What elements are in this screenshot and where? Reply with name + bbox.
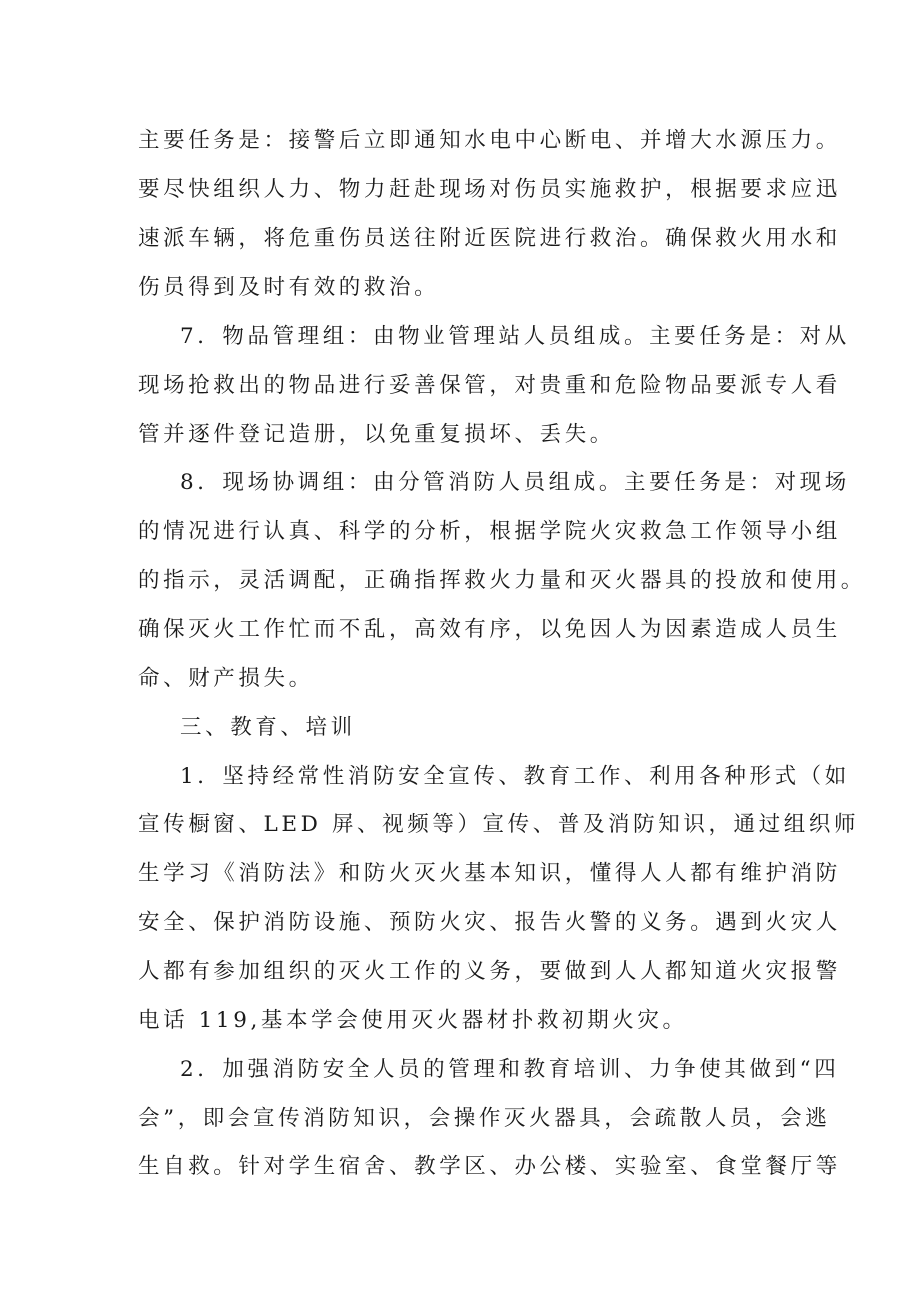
text-line: 电话 119,基本学会使用灭火器材扑救初期火灾。 — [138, 1008, 688, 1033]
text-line: 会”，即会宣传消防知识，会操作灭火器具，会疏散人员，会逃 — [138, 1106, 831, 1131]
paragraph-start-line: 1．坚持经常性消防安全宣传、教育工作、利用各种形式（如 — [180, 764, 850, 789]
text-line: 生自救。针对学生宿舍、教学区、办公楼、实验室、食堂餐厅等 — [138, 1154, 841, 1179]
text-line: 管并逐件登记造册，以免重复损坏、丢失。 — [138, 422, 615, 447]
text-line: 宣传橱窗、LED 屏、视频等）宣传、普及消防知识，通过组织师 — [138, 812, 860, 837]
section-heading: 三、教育、培训 — [180, 715, 356, 740]
text-line: 要尽快组织人力、物力赶赴现场对伤员实施救护，根据要求应迅 — [138, 177, 841, 202]
text-line: 安全、保护消防设施、预防火灾、报告火警的义务。遇到火灾人 — [138, 910, 841, 935]
paragraph-start-line: 8．现场协调组：由分管消防人员组成。主要任务是：对现场 — [180, 470, 850, 495]
text-line: 主要任务是：接警后立即通知水电中心断电、并增大水源压力。 — [138, 128, 841, 153]
paragraph-start-line: 2．加强消防安全人员的管理和教育培训、力争使其做到“四 — [180, 1057, 840, 1082]
text-line: 的指示，灵活调配，正确指挥救火力量和灭火器具的投放和使用。 — [138, 568, 866, 593]
text-line: 的情况进行认真、科学的分析，根据学院火灾救急工作领导小组 — [138, 519, 841, 544]
text-line: 人都有参加组织的灭火工作的义务，要做到人人都知道火灾报警 — [138, 959, 841, 984]
paragraph-start-line: 7．物品管理组：由物业管理站人员组成。主要任务是：对从 — [180, 324, 850, 349]
text-line: 生学习《消防法》和防火灭火基本知识，懂得人人都有维护消防 — [138, 861, 841, 886]
text-line: 现场抢救出的物品进行妥善保管，对贵重和危险物品要派专人看 — [138, 373, 841, 398]
text-line: 速派车辆，将危重伤员送往附近医院进行救治。确保救火用水和 — [138, 226, 841, 251]
text-line: 确保灭火工作忙而不乱，高效有序，以免因人为因素造成人员生 — [138, 617, 841, 642]
text-line: 伤员得到及时有效的救治。 — [138, 275, 440, 300]
text-line: 命、财产损失。 — [138, 666, 314, 691]
